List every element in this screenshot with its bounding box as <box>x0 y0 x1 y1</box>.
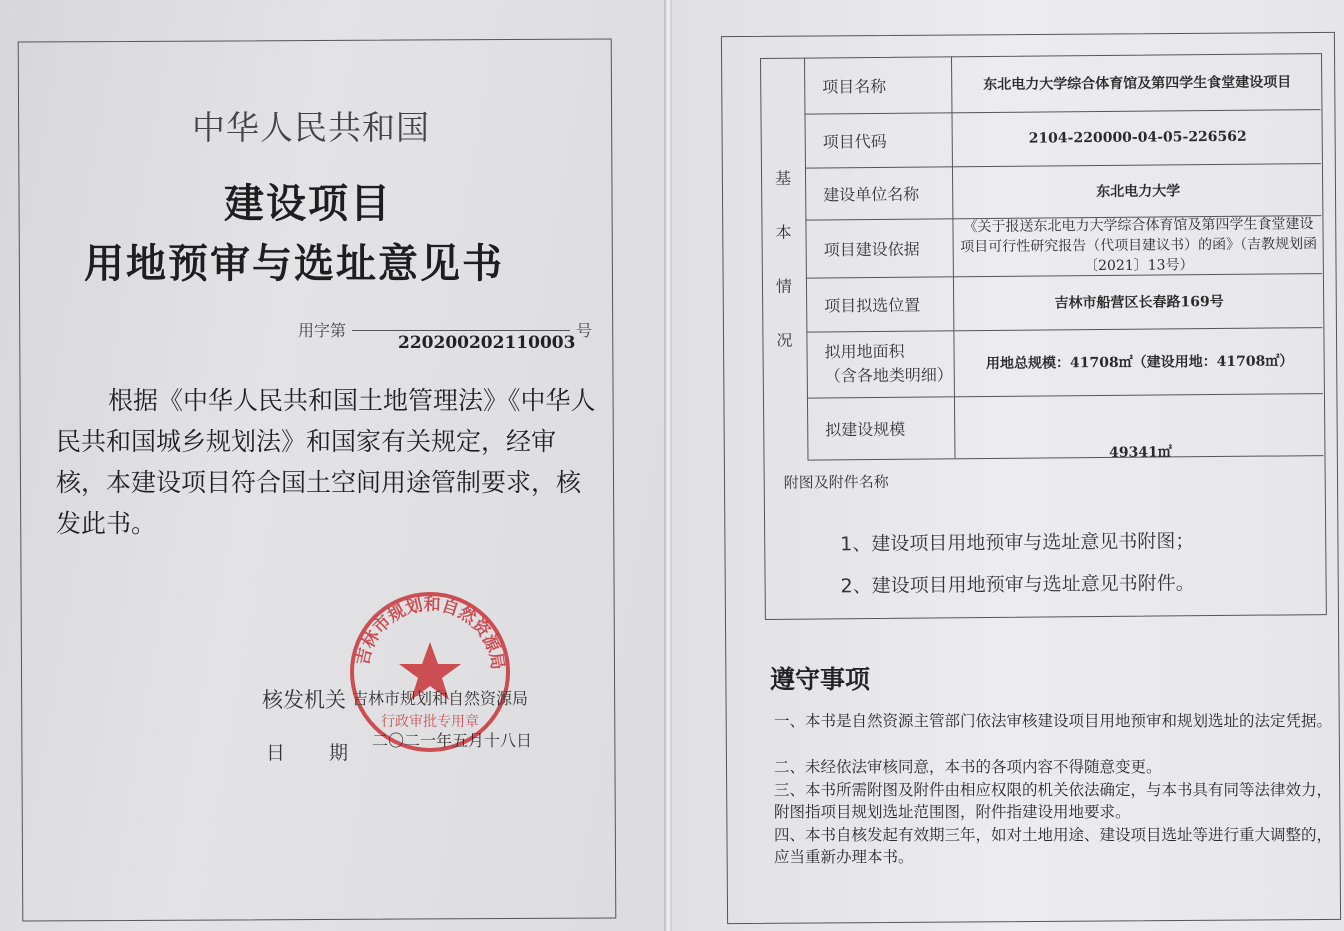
land-area-value: 用地总规模：41708㎡（建设用地：41708㎡） <box>985 353 1294 373</box>
attachment-item: 1、建设项目用地预审与选址意见书附图； <box>840 530 1195 556</box>
rules-title: 遵守事项 <box>770 665 871 694</box>
table-row <box>804 53 1320 115</box>
row-label: 拟建设规模 <box>807 396 956 459</box>
cert-number-label: 用字第 <box>298 321 347 340</box>
date-value: 二〇二一年五月十八日 <box>372 731 533 750</box>
basic-info-char: 本 <box>775 222 792 242</box>
basic-info-table <box>760 53 1325 620</box>
build-scale-value: 49341㎡ <box>1109 444 1172 461</box>
issuer-label: 核发机关 <box>262 688 346 712</box>
table-row <box>806 273 1322 333</box>
attachment-item: 2、建设项目用地预审与选址意见书附件。 <box>840 572 1195 598</box>
table-row <box>805 163 1321 221</box>
row-label-line2: （含各地类明细） <box>824 365 953 386</box>
row-label: 项目代码 <box>804 112 952 167</box>
row-label: 项目建设依据 <box>805 218 954 277</box>
basic-info-char: 基 <box>774 168 792 188</box>
document-title-line1: 建设项目 <box>224 181 392 227</box>
table-row <box>806 327 1323 399</box>
table-row <box>807 393 1324 461</box>
rule-item: 一、本书是自然资源主管部门依法审核建设项目用地预审和规划选址的法定凭据。 <box>774 712 1333 730</box>
row-label: 项目拟选位置 <box>806 276 954 331</box>
table-row <box>804 109 1320 169</box>
seal-inner-text: 行政审批专用章 <box>381 714 479 730</box>
project-basis-value: 《关于报送东北电力大学综合体育馆及第四学生食堂建设项目可行性研究报告（代项目建议书）的函》（吉教规划函〔2021〕13号） <box>960 216 1318 275</box>
date-label: 日期 <box>266 742 393 764</box>
rule-item: 二、未经依法审核同意，本书的各项内容不得随意变更。 <box>774 758 1162 776</box>
issuer-value: 吉林市规划和自然资源局 <box>352 689 529 708</box>
rule-item: 三、本书所需附图及附件由相应权限的机关依法确定，与本书具有同等法律效力，附图指项目规划选址范围图，附件指建设用地要求。 <box>774 781 1333 821</box>
attachments-label: 附图及附件名称 <box>783 472 889 492</box>
site-location-value: 吉林市船营区长春路169号 <box>1054 293 1224 312</box>
basic-info-char: 况 <box>776 330 793 350</box>
basic-info-char: 情 <box>775 276 793 296</box>
page-fold <box>664 0 672 931</box>
rule-item: 四、本书自核发起有效期三年，如对土地用途、建设项目选址等进行重大调整的，应当重新办理本书。 <box>774 826 1333 866</box>
row-label <box>806 330 955 397</box>
seal-outer-text: 吉林市规划和自然资源局 <box>353 594 508 672</box>
cert-number-value: 220200202110003 <box>398 333 576 353</box>
project-name-value: 东北电力大学综合体育馆及第四学生食堂建设项目 <box>983 74 1292 94</box>
legal-basis-text: 根据《中华人民共和国土地管理法》《中华人民共和国城乡规划法》和国家有关规定，经审核，本建设项目符合国土空间用途管制要求，核发此书。 <box>56 386 596 538</box>
row-label: 项目名称 <box>804 56 952 113</box>
row-label-line1: 拟用地面积 <box>824 341 905 362</box>
builder-name-value: 东北电力大学 <box>1096 183 1181 201</box>
cert-number-underline <box>352 330 570 331</box>
country-heading: 中华人民共和国 <box>192 108 430 147</box>
basic-info-header <box>760 58 809 460</box>
cert-number-suffix: 号 <box>576 321 593 340</box>
project-code-value: 2104-220000-04-05-226562 <box>1028 128 1247 147</box>
document-title-line2: 用地预审与选址意见书 <box>84 241 504 287</box>
table-row <box>805 215 1321 279</box>
row-label: 建设单位名称 <box>805 166 953 219</box>
